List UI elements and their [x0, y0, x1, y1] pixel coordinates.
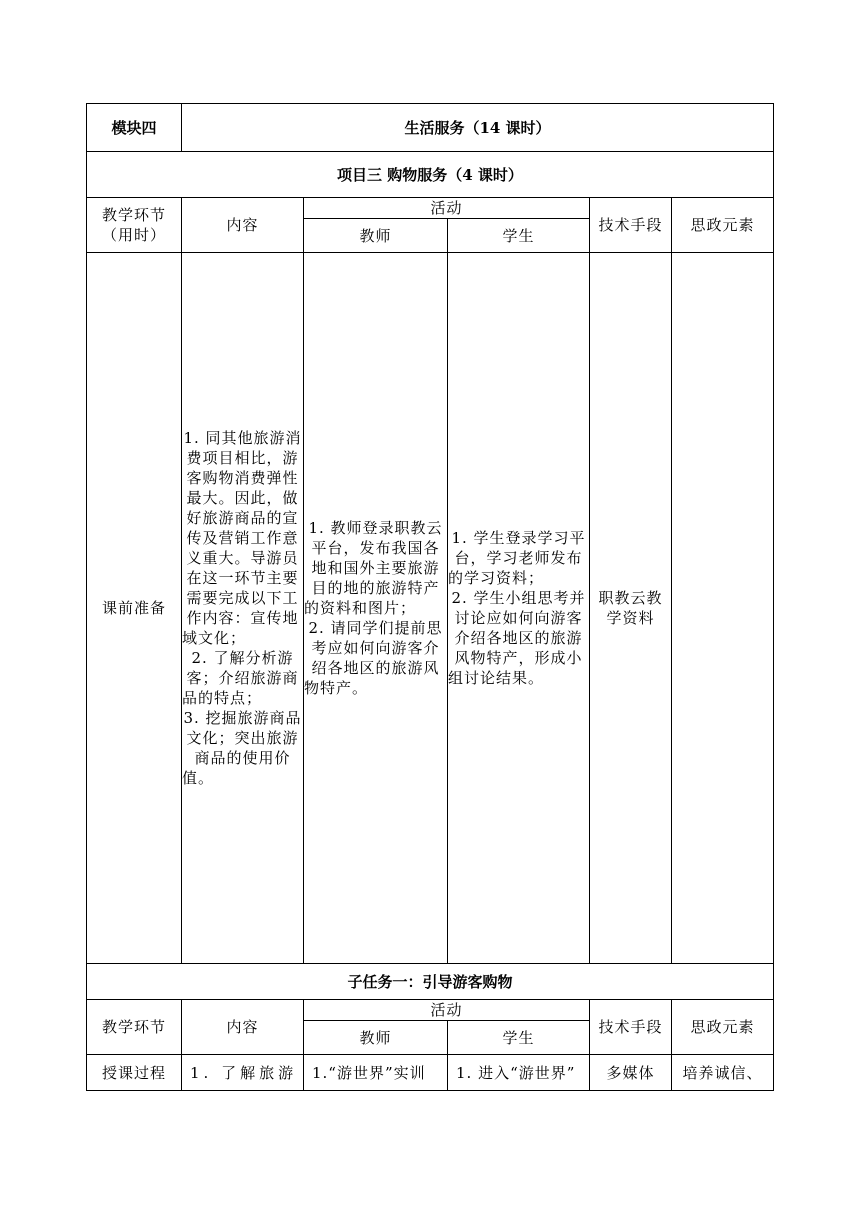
subtask-title: 子任务一：引导游客购物	[87, 964, 774, 1000]
prep-tech: 职教云教学资料	[590, 253, 672, 964]
prep-stage: 课前准备	[87, 253, 182, 964]
lesson-plan-table	[86, 103, 774, 1091]
prep-content-item: 1. 同其他旅游消费项目相比，游客购物消费弹性最大。因此，做好旅游商品的宣传及营销工作意义重大。导游员在这一环节主要需要完成以下工作内容：宣传地域文化；	[182, 429, 302, 647]
module-label: 模块四	[87, 104, 182, 152]
prep-teacher-item: 1. 教师登录职教云平台，发布我国各地和国外主要旅游目的地的旅游特产的资料和图片；	[304, 519, 443, 617]
lesson-tech: 多媒体	[590, 1055, 672, 1091]
header2-teacher: 教师	[304, 1021, 448, 1055]
lesson-student: 1. 进入“游世界”	[448, 1055, 590, 1091]
header2-student: 学生	[448, 1021, 590, 1055]
header2-tech: 技术手段	[590, 1000, 672, 1055]
lesson-stage: 授课过程	[87, 1055, 182, 1091]
prep-student-item: 2. 学生小组思考并讨论应如何向游客介绍各地区的旅游风物特产，形成小组讨论结果。	[448, 589, 586, 687]
header2-ideology: 思政元素	[672, 1000, 774, 1055]
prep-ideology	[672, 253, 774, 964]
header-ideology: 思政元素	[672, 198, 774, 253]
prep-teacher-item: 2. 请同学们提前思考应如何向游客介绍各地区的旅游风物特产。	[304, 619, 443, 697]
header-student: 学生	[448, 219, 590, 253]
prep-content	[182, 253, 304, 964]
prep-content-item: 2. 了解分析游客；介绍旅游商品的特点；	[182, 649, 299, 707]
prep-teacher	[304, 253, 448, 964]
header-activity: 活动	[304, 198, 590, 219]
prep-student	[448, 253, 590, 964]
project-title: 项目三 购物服务（4 课时）	[87, 152, 774, 198]
header-tech: 技术手段	[590, 198, 672, 253]
header-content: 内容	[182, 198, 304, 253]
lesson-teacher: 1.“游世界”实训	[304, 1055, 448, 1091]
lesson-content: 1. 了解旅游	[182, 1055, 304, 1091]
prep-content-item: 3. 挖掘旅游商品文化；突出旅游商品的使用价值。	[182, 709, 302, 787]
header-stage: 教学环节（用时）	[87, 198, 182, 253]
header-teacher: 教师	[304, 219, 448, 253]
module-title: 生活服务（14 课时）	[182, 104, 774, 152]
header2-content: 内容	[182, 1000, 304, 1055]
lesson-ideology: 培养诚信、	[672, 1055, 774, 1091]
prep-student-item: 1. 学生登录学习平台，学习老师发布的学习资料；	[448, 529, 586, 587]
header2-stage: 教学环节	[87, 1000, 182, 1055]
header2-activity: 活动	[304, 1000, 590, 1021]
